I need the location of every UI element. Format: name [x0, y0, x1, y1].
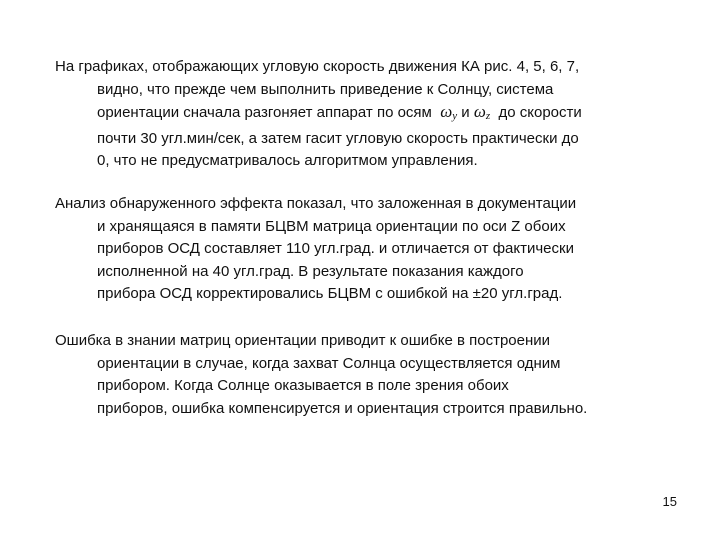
paragraph-angular-velocity	[55, 56, 695, 173]
paragraph-line: приборов ОСД составляет 110 угл.град. и отличается от фактически	[97, 240, 574, 257]
conjunction-text: и	[461, 104, 470, 121]
paragraph-line: 0, что не предусматривалось алгоритмом управления.	[97, 152, 478, 169]
axes-tail-text: до скорости	[498, 104, 582, 121]
paragraph-matrix-error	[55, 330, 695, 420]
paragraph-line: прибора ОСД корректировались БЦВМ с ошибкой на ±20 угл.град.	[97, 285, 563, 302]
paragraph-line: На графиках, отображающих угловую скорость движения КА рис. 4, 5, 6, 7,	[55, 58, 580, 75]
page-number: 15	[662, 494, 677, 509]
paragraph-line: приборов, ошибка компенсируется и ориентация строится правильно.	[97, 399, 588, 417]
omega-y-symbol: $\omega_y$	[440, 102, 458, 122]
paragraph-line-axes	[55, 101, 695, 128]
paragraph-line: Ошибка в знании матриц ориентации приводит к ошибке в построении	[55, 332, 551, 349]
paragraph-line: исполненной на 40 угл.град. В результате показания каждого	[97, 262, 524, 280]
paragraph-analysis	[55, 193, 695, 306]
paragraph-line: прибором. Когда Солнце оказывается в поле зрения обоих	[97, 377, 509, 394]
paragraph-line: Анализ обнаруженного эффекта показал, что заложенная в документации	[55, 195, 577, 212]
omega-z-symbol: $\omega_z$	[473, 102, 491, 122]
paragraph-line: почти 30 угл.мин/сек, а затем гасит угловую скорость практически до	[97, 129, 579, 147]
axes-text: ориентации сначала разгоняет аппарат по осям	[97, 104, 432, 121]
paragraph-line: и хранящаяся в памяти БЦВМ матрица ориентации по оси Z обоих	[97, 217, 566, 235]
paragraph-line: видно, что прежде чем выполнить приведение к Солнцу, система	[97, 80, 554, 98]
paragraph-line: ориентации в случае, когда захват Солнца осуществляется одним	[97, 354, 561, 372]
